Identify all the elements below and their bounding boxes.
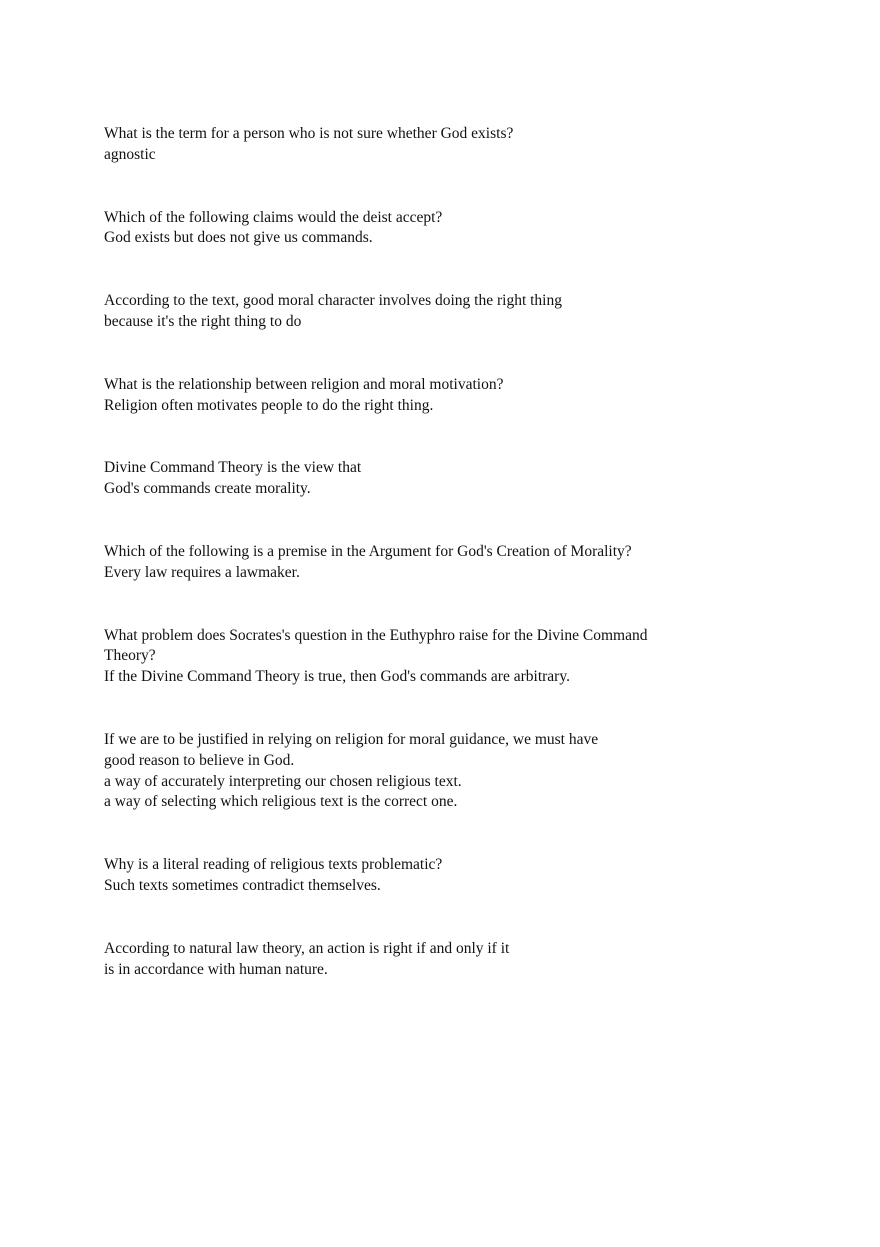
- qa-item: [104, 939, 704, 981]
- question-text: According to natural law theory, an action is right if and only if it: [104, 939, 510, 957]
- qa-item: [104, 730, 704, 813]
- question-text: What is the term for a person who is not sure whether God exists?: [104, 125, 514, 142]
- answer-text: If the Divine Command Theory is true, then God's commands are arbitrary.: [104, 668, 570, 686]
- answer-text: because it's the right thing to do: [104, 312, 302, 330]
- answer-text: God exists but does not give us commands.: [104, 229, 373, 247]
- qa-item: [104, 542, 704, 584]
- answer-text: is in accordance with human nature.: [104, 960, 328, 978]
- qa-list: [104, 124, 704, 1022]
- qa-item: [104, 375, 704, 417]
- qa-item: [104, 208, 704, 250]
- question-text: Which of the following is a premise in the Argument for God's Creation of Morality?: [104, 542, 632, 560]
- answer-text: agnostic: [104, 145, 156, 163]
- answer-text: Such texts sometimes contradict themselves.: [104, 876, 381, 894]
- question-text: Why is a literal reading of religious texts problematic?: [104, 856, 443, 874]
- answer-text: a way of selecting which religious text is the correct one.: [104, 793, 458, 811]
- question-text-continued: Theory?: [104, 647, 156, 665]
- answer-text: a way of accurately interpreting our chosen religious text.: [104, 772, 462, 790]
- question-text: Divine Command Theory is the view that: [104, 459, 362, 477]
- qa-item: [104, 626, 704, 688]
- question-text: What is the relationship between religion and moral motivation?: [104, 375, 504, 393]
- question-text: If we are to be justified in relying on religion for moral guidance, we must have: [104, 730, 599, 748]
- qa-item: [104, 291, 704, 333]
- answer-text: Every law requires a lawmaker.: [104, 563, 300, 581]
- question-text: According to the text, good moral character involves doing the right thing: [104, 292, 562, 310]
- answer-text: God's commands create morality.: [104, 480, 311, 498]
- qa-item: [104, 855, 704, 897]
- answer-text: Religion often motivates people to do the right thing.: [104, 396, 434, 414]
- qa-item: [104, 124, 704, 166]
- qa-item: [104, 458, 704, 500]
- question-text: Which of the following claims would the deist accept?: [104, 208, 443, 226]
- answer-text: good reason to believe in God.: [104, 751, 295, 769]
- question-text: What problem does Socrates's question in the Euthyphro raise for the Divine Command: [104, 626, 648, 644]
